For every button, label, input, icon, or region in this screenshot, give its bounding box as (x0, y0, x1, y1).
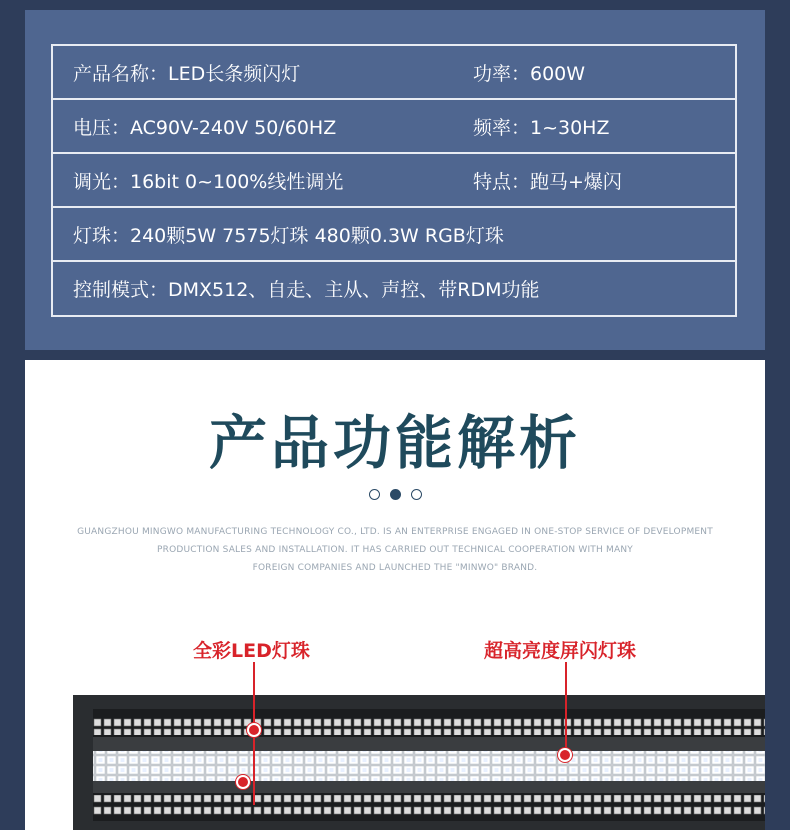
spec-row-name (53, 46, 735, 100)
spec-features: 特点：跑马+爆闪 (473, 170, 622, 193)
spec-row-dimming (53, 154, 735, 208)
callout-marker-rgb-bottom (236, 775, 250, 789)
pagination-dot-1[interactable] (369, 489, 380, 500)
callout-line-strobe (565, 662, 567, 756)
company-description (25, 523, 765, 577)
company-line-3: FOREIGN COMPANIES AND LAUNCHED THE "MINWO" BRAND. (252, 563, 538, 573)
callout-rgb-led: 全彩LED灯珠 (193, 640, 310, 662)
spec-panel (25, 10, 765, 350)
callout-marker-strobe (558, 748, 572, 762)
spec-row-voltage (53, 100, 735, 154)
pagination-dots (25, 489, 765, 500)
spec-frequency: 频率：1~30HZ (473, 116, 610, 139)
pagination-dot-3[interactable] (411, 489, 422, 500)
spec-dimming: 调光：16bit 0~100%线性调光 (73, 170, 344, 193)
callout-strobe-led: 超高亮度屏闪灯珠 (484, 640, 637, 662)
spec-product-name: 产品名称：LED长条频闪灯 (73, 62, 301, 85)
spec-leds: 灯珠：240颗5W 7575灯珠 480颗0.3W RGB灯珠 (73, 224, 504, 247)
pagination-dot-2[interactable] (390, 489, 401, 500)
feature-panel (25, 360, 765, 830)
spec-control-mode: 控制模式：DMX512、自走、主从、声控、带RDM功能 (73, 279, 540, 301)
callout-marker-rgb-top (247, 723, 261, 737)
feature-title: 产品功能解析 (208, 409, 581, 477)
spec-row-leds (53, 208, 735, 262)
spec-voltage: 电压：AC90V-240V 50/60HZ (73, 116, 337, 139)
company-line-1: GUANGZHOU MINGWO MANUFACTURING TECHNOLOGY CO., LTD. IS AN ENTERPRISE ENGAGED IN ONE-STOP SERVICE OF DEVELOPMENT (77, 527, 713, 537)
spec-power: 功率：600W (473, 62, 586, 85)
spec-table (51, 44, 737, 317)
led-bar-image (73, 695, 765, 830)
company-line-2: PRODUCTION SALES AND INSTALLATION. IT HAS CARRIED OUT TECHNICAL COOPERATION WITH MANY (157, 545, 633, 555)
spec-row-control (53, 262, 735, 315)
